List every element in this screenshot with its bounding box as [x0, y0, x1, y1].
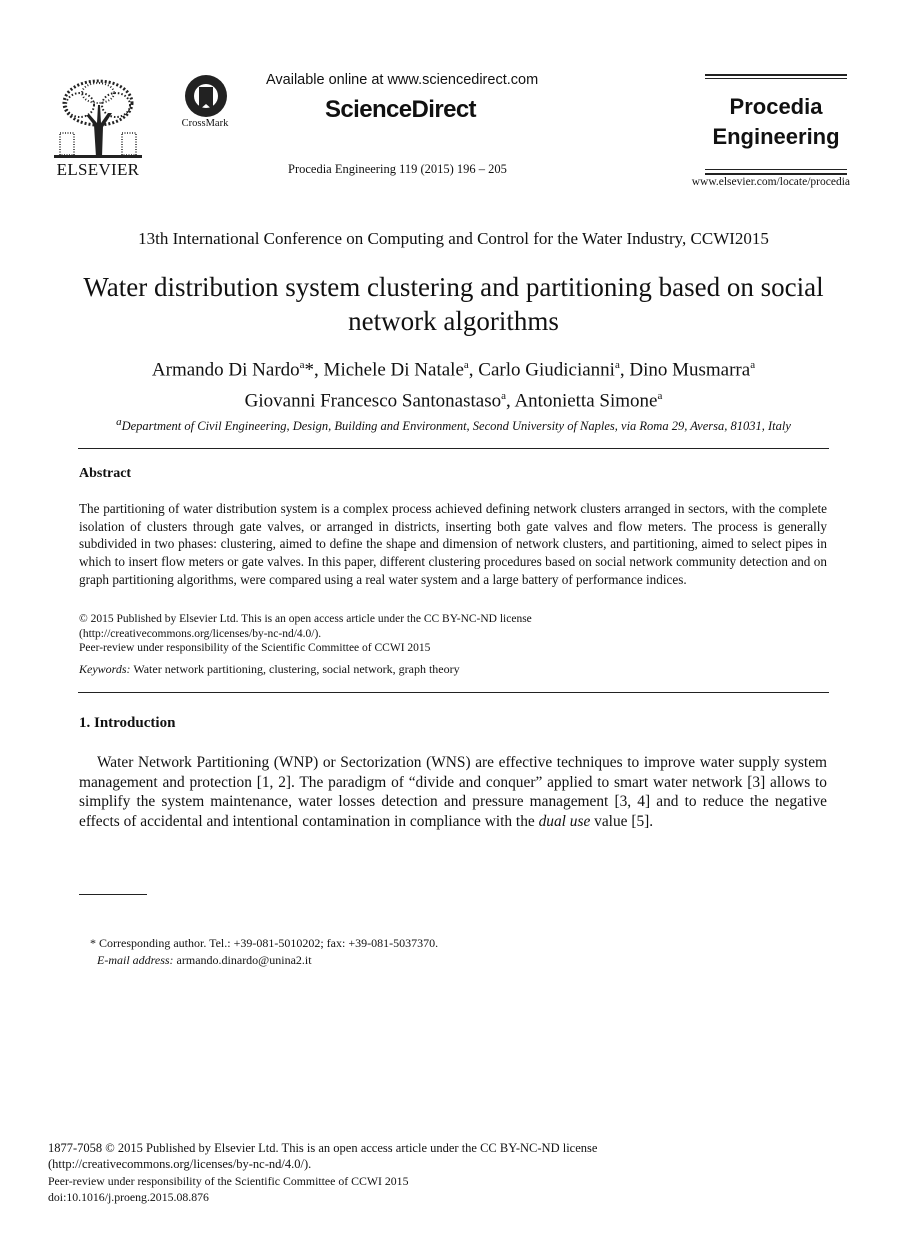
journal-rule	[705, 169, 847, 170]
journal-reference: Procedia Engineering 119 (2015) 196 – 205	[288, 162, 507, 176]
issn-license-line: 1877-7058 © 2015 Published by Elsevier Ltd. This is an open access article under the CC BY-NC-ND license	[48, 1141, 598, 1155]
abstract-heading: Abstract	[79, 466, 132, 481]
journal-name-line: Procedia	[729, 94, 823, 119]
author-line	[80, 383, 827, 414]
corresponding-mark: *	[304, 359, 315, 381]
author-affiliation-mark: a	[299, 359, 305, 371]
email-address[interactable]: armando.dinardo@unina2.it	[176, 953, 312, 967]
intro-text: Water Network Partitioning (WNP) or Sectorization (WNS) are effective techniques to improve water supply system management and protection [1, 2]. The paradigm of “divide and conquer” applied to smart water network [3] allows to simplify the system maintenance, water losses detection and pressure management [3, 4] and to reduce the negative effects of accidental and intentional contamination in compliance with the	[79, 754, 827, 831]
conference-name: 13th International Conference on Computing and Control for the Water Industry, CCWI2015	[138, 229, 769, 248]
author-name: Dino Musmarra	[629, 359, 751, 381]
section-heading-introduction: 1. Introduction	[79, 715, 176, 731]
author-name: Michele Di Natale	[323, 359, 464, 381]
license-link[interactable]: (http://creativecommons.org/licenses/by-nc-nd/4.0/).	[79, 627, 322, 640]
journal-rule	[705, 78, 847, 79]
affiliation-text: Department of Civil Engineering, Design, Building and Environment, Second University of Naples, via Roma 29, Aversa, 81031, Italy	[121, 419, 791, 434]
available-online-text: Available online at www.sciencedirect.com	[266, 72, 539, 88]
author-separator: ,	[619, 359, 630, 381]
author-affiliation-mark: a	[463, 359, 469, 371]
author-name: Armando Di Nardo	[151, 359, 300, 381]
copyright-line: © 2015 Published by Elsevier Ltd. This is an open access article under the CC BY-NC-ND license	[79, 613, 532, 625]
abstract-text: The partitioning of water distribution system is a complex process achieved defining network clusters arranged in sectors, with the complete isolation of clusters through gate valves, or arranged in districts, inserting both gate valves and flow meters. The process is generally subdivided in two phases: clustering, aimed to define the shape and dimension of network clusters, and partitioning, aimed to select pipes in which to insert flow meters or gate valves. In this paper, different clustering procedures based on social network community detection and on graph partitioning algorithms, were compared using a real water system and a large battery of performance indices.	[79, 501, 827, 587]
journal-name	[705, 92, 847, 152]
peer-review-note: Peer-review under responsibility of the Scientific Committee of CCWI 2015	[79, 642, 431, 654]
author-line	[80, 352, 827, 383]
author-separator: ,	[314, 359, 324, 381]
sciencedirect-logo[interactable]: ScienceDirect	[325, 96, 476, 123]
intro-text: value [5].	[590, 813, 654, 831]
author-name: Antonietta Simone	[514, 390, 658, 412]
journal-name-line: Engineering	[712, 124, 840, 149]
email-note	[97, 953, 312, 968]
peer-review-note: Peer-review under responsibility of the Scientific Committee of CCWI 2015	[48, 1173, 409, 1188]
author-affiliation-mark: a	[501, 390, 506, 403]
copyright-block	[79, 612, 827, 656]
author-name: Carlo Giudicianni	[478, 359, 615, 381]
section-divider	[78, 692, 829, 693]
author-affiliation-mark: a	[750, 359, 756, 371]
corresponding-author-note: * Corresponding author. Tel.: +39-081-5010202; fax: +39-081-5037370.	[90, 936, 439, 950]
introduction-paragraph	[79, 753, 827, 832]
author-separator: ,	[468, 359, 479, 381]
footnote-rule	[79, 894, 147, 895]
author-name: Giovanni Francesco Santonastaso	[244, 390, 502, 412]
journal-rule	[705, 173, 847, 175]
author-affiliation-mark: a	[657, 390, 663, 403]
license-link[interactable]: (http://creativecommons.org/licenses/by-nc-nd/4.0/).	[48, 1157, 312, 1172]
keywords	[79, 662, 827, 677]
journal-rule	[705, 74, 847, 76]
crossmark-label: CrossMark	[181, 118, 229, 129]
paper-title: Water distribution system clustering and partitioning based on social network algorithms	[83, 272, 824, 336]
author-separator: ,	[505, 390, 515, 412]
email-label: E-mail address:	[97, 953, 174, 967]
section-divider	[78, 448, 829, 449]
author-list	[80, 352, 827, 415]
keywords-text: Water network partitioning, clustering, social network, graph theory	[133, 662, 460, 676]
bottom-license-block	[48, 1140, 848, 1205]
intro-italic: dual use	[538, 813, 591, 831]
affiliation	[60, 416, 847, 434]
affiliation-mark: a	[116, 416, 122, 428]
publisher-name: ELSEVIER	[56, 160, 140, 179]
author-affiliation-mark: a	[614, 359, 620, 371]
journal-url-link[interactable]: www.elsevier.com/locate/procedia	[691, 176, 850, 188]
keywords-label: Keywords:	[79, 662, 131, 676]
doi[interactable]: doi:10.1016/j.proeng.2015.08.876	[48, 1189, 209, 1204]
